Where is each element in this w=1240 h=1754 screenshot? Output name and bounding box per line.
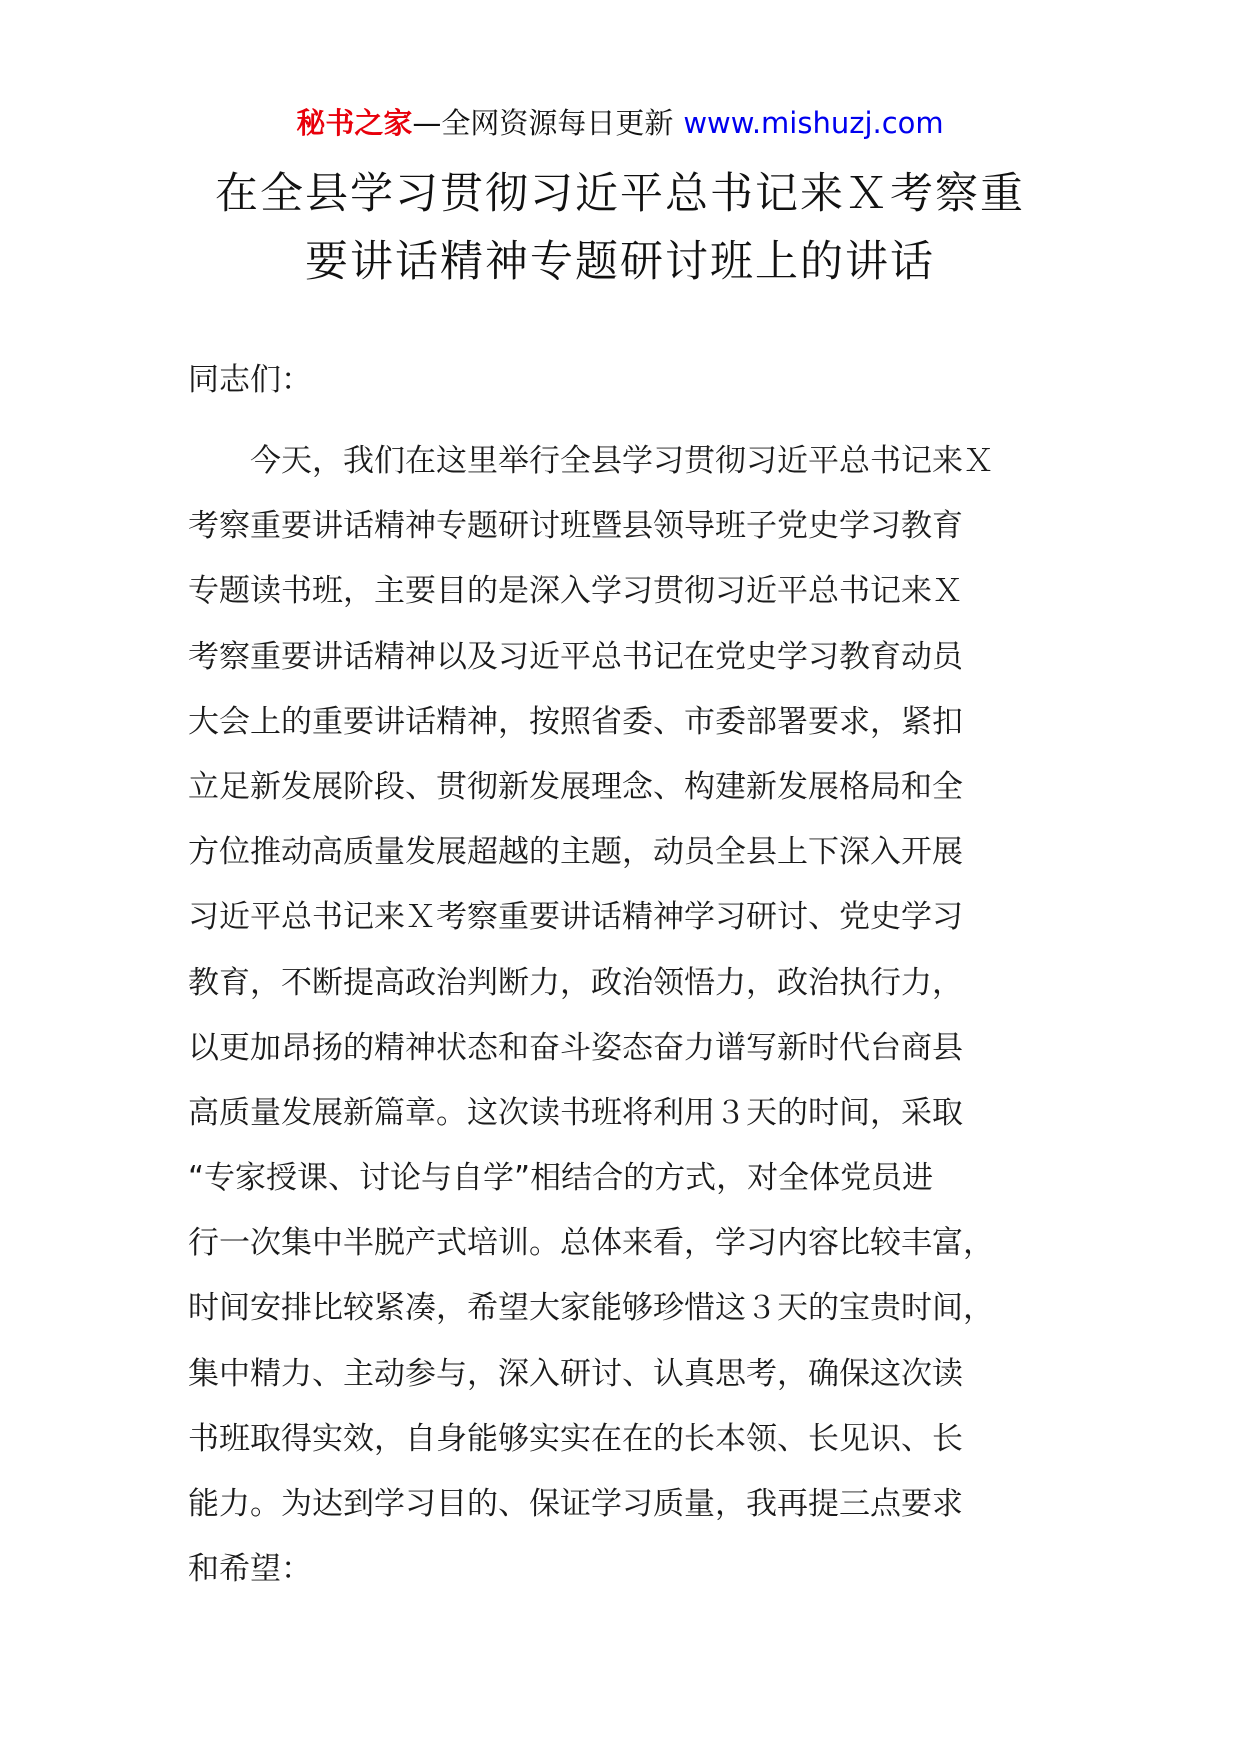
paragraph-line: 方位推动高质量发展超越的主题，动员全县上下深入开展	[188, 834, 963, 871]
paragraph-line: 考察重要讲话精神专题研讨班暨县领导班子党史学习教育	[188, 508, 963, 545]
source-header	[0, 103, 1240, 143]
paragraph-line: 能力。为达到学习目的、保证学习质量，我再提三点要求	[188, 1486, 963, 1522]
paragraph-line: 考察重要讲话精神以及习近平总书记在党史学习教育动员	[188, 638, 963, 675]
paragraph-line: 今天，我们在这里举行全县学习贯彻习近平总书记来Ｘ	[188, 443, 994, 479]
paragraph-line: 以更加昂扬的精神状态和奋斗姿态奋力谱写新时代台商县	[188, 1029, 963, 1066]
paragraph-line: 书班取得实效，自身能够实实在在的长本领、长见识、长	[188, 1420, 963, 1457]
paragraph-line: 行一次集中半脱产式培训。总体来看，学习内容比较丰富，	[188, 1225, 994, 1262]
paragraph-line: 专题读书班，主要目的是深入学习贯彻习近平总书记来Ｘ	[188, 573, 963, 610]
brand-name: 秘书之家	[296, 106, 413, 140]
paragraph-line: 高质量发展新篇章。这次读书班将利用３天的时间，采取	[188, 1094, 963, 1131]
site-url-link[interactable]: www.mishuzj.com	[683, 106, 944, 140]
title-line: 在全县学习贯彻习近平总书记来Ｘ考察重	[215, 169, 1025, 219]
title-line: 要讲话精神专题研讨班上的讲话	[305, 237, 935, 287]
body-paragraph	[188, 429, 1068, 1602]
document-title	[175, 160, 1065, 296]
paragraph-line: 集中精力、主动参与，深入研讨、认真思考，确保这次读	[188, 1355, 963, 1392]
header-tagline: —全网资源每日更新	[412, 106, 674, 140]
paragraph-line: 大会上的重要讲话精神，按照省委、市委部署要求，紧扣	[188, 703, 963, 740]
paragraph-line: 教育，不断提高政治判断力，政治领悟力，政治执行力，	[188, 964, 963, 1001]
paragraph-line: 习近平总书记来Ｘ考察重要讲话精神学习研讨、党史学习	[188, 899, 963, 936]
paragraph-line: “专家授课、讨论与自学”相结合的方式，对全体党员进	[188, 1160, 934, 1197]
paragraph-line: 立足新发展阶段、贯彻新发展理念、构建新发展格局和全	[188, 768, 963, 805]
paragraph-line: 时间安排比较紧凑，希望大家能够珍惜这３天的宝贵时间，	[188, 1290, 994, 1327]
paragraph-line: 和希望：	[188, 1551, 312, 1588]
salutation: 同志们：	[188, 362, 312, 398]
